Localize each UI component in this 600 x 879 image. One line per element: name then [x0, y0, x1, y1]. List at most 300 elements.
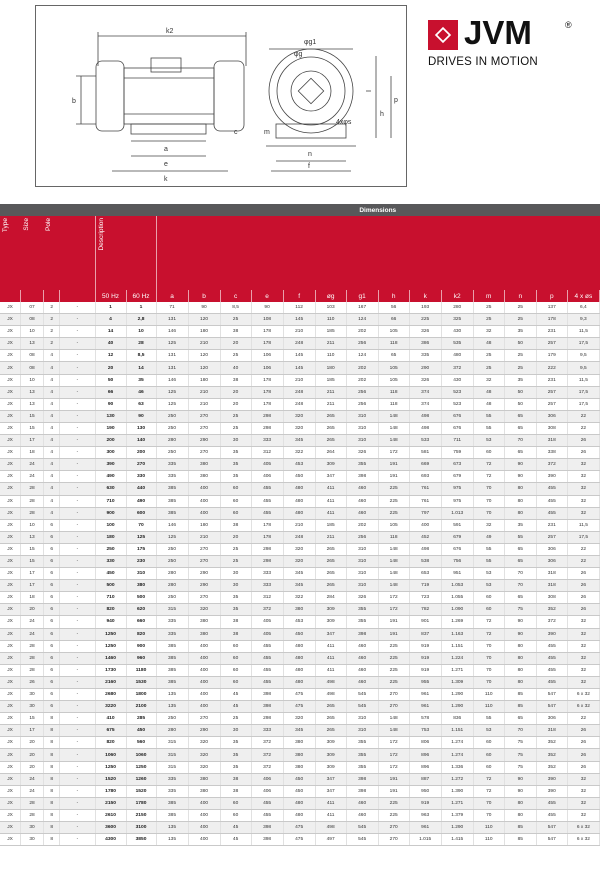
- table-cell: 1.274: [441, 737, 473, 749]
- table-cell: 32: [473, 326, 504, 338]
- table-cell: 25: [504, 314, 536, 326]
- table-cell: 65: [504, 592, 536, 604]
- table-cell: 20: [21, 604, 44, 616]
- table-cell: 35: [504, 326, 536, 338]
- table-cell: 280: [156, 435, 188, 447]
- table-cell: 450: [126, 725, 156, 737]
- table-cell: 430: [441, 374, 473, 386]
- table-cell: 17: [21, 580, 44, 592]
- table-cell: -: [60, 507, 95, 519]
- table-cell: 35: [504, 519, 536, 531]
- table-cell: 6: [43, 616, 60, 628]
- technical-drawing: [35, 5, 407, 187]
- table-cell: 310: [346, 435, 378, 447]
- table-cell: -: [60, 314, 95, 326]
- table-cell: 25: [473, 362, 504, 374]
- table-cell: 108: [251, 314, 283, 326]
- table-row: [0, 555, 600, 567]
- table-cell: 20: [220, 386, 251, 398]
- table-cell: JX: [0, 374, 21, 386]
- table-cell: 6: [43, 568, 60, 580]
- table-cell: 455: [251, 495, 283, 507]
- table-cell: 380: [188, 471, 220, 483]
- table-cell: 70: [504, 580, 536, 592]
- table-cell: 18: [21, 447, 44, 459]
- table-cell: 118: [378, 398, 409, 410]
- table-cell: 298: [251, 410, 283, 422]
- table-cell: JX: [0, 604, 21, 616]
- table-row: [0, 797, 600, 809]
- table-cell: 410: [95, 713, 126, 725]
- table-cell: 400: [188, 797, 220, 809]
- table-cell: -: [60, 640, 95, 652]
- table-cell: 17: [21, 435, 44, 447]
- table-cell: 545: [346, 834, 378, 846]
- table-cell: 1250: [126, 761, 156, 773]
- table-cell: 4: [43, 447, 60, 459]
- table-cell: 20: [21, 749, 44, 761]
- table-cell: JX: [0, 737, 21, 749]
- table-cell: 50: [504, 386, 536, 398]
- table-cell: 330: [95, 555, 126, 567]
- table-cell: 6 x 32: [567, 689, 599, 701]
- table-cell: 32: [567, 495, 599, 507]
- table-cell: 80: [504, 640, 536, 652]
- table-cell: 25: [220, 713, 251, 725]
- table-cell: 669: [409, 459, 441, 471]
- table-cell: 309: [315, 459, 346, 471]
- table-cell: 390: [536, 785, 567, 797]
- table-cell: 782: [409, 604, 441, 616]
- table-cell: 385: [156, 495, 188, 507]
- table-cell: 455: [536, 483, 567, 495]
- table-cell: 455: [251, 652, 283, 664]
- table-cell: 3850: [126, 834, 156, 846]
- table-cell: 630: [95, 483, 126, 495]
- table-cell: 256: [346, 531, 378, 543]
- table-cell: 250: [156, 555, 188, 567]
- table-cell: 191: [378, 616, 409, 628]
- table-cell: 185: [315, 374, 346, 386]
- table-cell: 191: [378, 459, 409, 471]
- table-cell: -: [60, 374, 95, 386]
- table-cell: 32: [473, 374, 504, 386]
- table-cell: 4: [43, 410, 60, 422]
- table-cell: 45: [220, 822, 251, 834]
- table-cell: 70: [473, 507, 504, 519]
- table-row: [0, 543, 600, 555]
- table-cell: 8,5: [126, 350, 156, 362]
- table-cell: 837: [409, 628, 441, 640]
- table-cell: 372: [441, 362, 473, 374]
- table-cell: 32: [567, 628, 599, 640]
- table-cell: JX: [0, 664, 21, 676]
- table-cell: 11,5: [567, 519, 599, 531]
- table-cell: 6: [43, 676, 60, 688]
- table-cell: 70: [473, 483, 504, 495]
- dim-header: m: [473, 290, 504, 302]
- dim-header: c: [220, 290, 251, 302]
- table-cell: 46: [126, 386, 156, 398]
- table-cell: 131: [156, 350, 188, 362]
- table-cell: JX: [0, 326, 21, 338]
- table-cell: 1.163: [441, 628, 473, 640]
- table-cell: 80: [504, 676, 536, 688]
- table-cell: -: [60, 580, 95, 592]
- table-cell: 545: [346, 822, 378, 834]
- table-cell: 1180: [126, 664, 156, 676]
- table-cell: 175: [126, 543, 156, 555]
- table-cell: JX: [0, 725, 21, 737]
- table-cell: 406: [251, 785, 283, 797]
- table-cell: 90: [251, 302, 283, 314]
- table-cell: 3100: [126, 822, 156, 834]
- table-cell: 270: [188, 713, 220, 725]
- table-cell: 676: [441, 410, 473, 422]
- table-cell: 35: [220, 459, 251, 471]
- table-cell: 172: [378, 761, 409, 773]
- table-cell: 4: [43, 483, 60, 495]
- table-cell: 480: [283, 797, 315, 809]
- table-cell: 676: [441, 422, 473, 434]
- table-cell: 210: [283, 374, 315, 386]
- table-cell: 1520: [95, 773, 126, 785]
- table-cell: 326: [346, 592, 378, 604]
- table-cell: 124: [346, 350, 378, 362]
- table-cell: 3220: [95, 701, 126, 713]
- table-cell: 455: [536, 809, 567, 821]
- table-cell: 30: [21, 834, 44, 846]
- table-cell: JX: [0, 676, 21, 688]
- table-cell: 753: [409, 725, 441, 737]
- table-cell: 85: [504, 701, 536, 713]
- table-cell: 400: [188, 822, 220, 834]
- table-cell: 24: [21, 616, 44, 628]
- table-cell: 248: [283, 398, 315, 410]
- table-cell: 455: [251, 640, 283, 652]
- table-cell: 4: [43, 362, 60, 374]
- table-cell: 70: [473, 676, 504, 688]
- table-cell: 28: [21, 664, 44, 676]
- table-cell: 460: [346, 483, 378, 495]
- table-cell: 70: [473, 495, 504, 507]
- table-cell: 326: [409, 326, 441, 338]
- table-cell: 80: [504, 507, 536, 519]
- table-cell: 38: [220, 628, 251, 640]
- table-cell: 100: [95, 519, 126, 531]
- table-cell: 450: [283, 628, 315, 640]
- table-cell: JX: [0, 386, 21, 398]
- table-cell: 225: [378, 809, 409, 821]
- table-cell: -: [60, 809, 95, 821]
- table-cell: 110: [473, 701, 504, 713]
- table-cell: 345: [283, 725, 315, 737]
- table-cell: 887: [409, 773, 441, 785]
- table-cell: 270: [378, 701, 409, 713]
- table-cell: 318: [536, 580, 567, 592]
- table-cell: 480: [283, 809, 315, 821]
- table-cell: 355: [346, 459, 378, 471]
- table-cell: 4: [43, 495, 60, 507]
- table-cell: 335: [156, 471, 188, 483]
- table-row: [0, 664, 600, 676]
- table-cell: -: [60, 713, 95, 725]
- table-cell: 55: [473, 713, 504, 725]
- table-cell: 28: [21, 507, 44, 519]
- col-size-header: Size: [21, 216, 44, 290]
- table-cell: 1.224: [441, 652, 473, 664]
- table-row: [0, 326, 600, 338]
- table-cell: 26: [567, 749, 599, 761]
- table-cell: 919: [409, 797, 441, 809]
- table-cell: 6: [43, 531, 60, 543]
- table-cell: 210: [188, 338, 220, 350]
- table-cell: 66: [95, 386, 126, 398]
- table-cell: 28: [21, 640, 44, 652]
- table-cell: -: [60, 398, 95, 410]
- table-cell: 265: [315, 701, 346, 713]
- table-cell: 178: [251, 398, 283, 410]
- table-cell: 60: [220, 495, 251, 507]
- table-cell: 48: [473, 398, 504, 410]
- table-cell: 6: [43, 652, 60, 664]
- table-cell: 310: [346, 713, 378, 725]
- table-cell: 211: [315, 398, 346, 410]
- table-cell: -: [60, 447, 95, 459]
- table-cell: 547: [536, 822, 567, 834]
- table-cell: 406: [251, 471, 283, 483]
- table-cell: 1060: [95, 749, 126, 761]
- table-cell: 8,5: [220, 302, 251, 314]
- table-cell: 20: [220, 531, 251, 543]
- table-cell: 10: [21, 326, 44, 338]
- table-cell: -: [60, 749, 95, 761]
- table-cell: 60: [473, 447, 504, 459]
- table-cell: 1.090: [441, 604, 473, 616]
- table-cell: 30: [220, 580, 251, 592]
- table-cell: 676: [441, 543, 473, 555]
- table-cell: -: [60, 471, 95, 483]
- table-cell: 581: [409, 447, 441, 459]
- table-cell: -: [60, 773, 95, 785]
- table-cell: 191: [378, 471, 409, 483]
- table-cell: 85: [504, 822, 536, 834]
- table-cell: 411: [315, 797, 346, 809]
- table-row: [0, 822, 600, 834]
- table-cell: 25: [504, 350, 536, 362]
- table-cell: 306: [536, 555, 567, 567]
- table-cell: JX: [0, 785, 21, 797]
- dim-header: k: [409, 290, 441, 302]
- table-cell: 35: [504, 374, 536, 386]
- table-cell: 320: [188, 604, 220, 616]
- table-cell: 45: [220, 689, 251, 701]
- table-cell: 390: [536, 471, 567, 483]
- table-cell: 75: [504, 761, 536, 773]
- table-cell: 70: [473, 797, 504, 809]
- table-cell: 309: [315, 616, 346, 628]
- table-cell: -: [60, 519, 95, 531]
- table-cell: 820: [95, 604, 126, 616]
- table-cell: 65: [504, 543, 536, 555]
- table-cell: 723: [409, 592, 441, 604]
- table-row: [0, 531, 600, 543]
- table-cell: 145: [283, 350, 315, 362]
- table-cell: JX: [0, 652, 21, 664]
- table-cell: 455: [536, 664, 567, 676]
- table-cell: 60: [220, 676, 251, 688]
- table-cell: 180: [188, 326, 220, 338]
- table-cell: 8: [43, 809, 60, 821]
- table-cell: 398: [346, 471, 378, 483]
- table-cell: 578: [409, 713, 441, 725]
- table-cell: JX: [0, 495, 21, 507]
- table-cell: 30: [220, 568, 251, 580]
- table-cell: 315: [156, 761, 188, 773]
- table-cell: 560: [126, 737, 156, 749]
- table-cell: 135: [156, 701, 188, 713]
- label-g1: φg1: [304, 39, 317, 46]
- table-cell: 35: [220, 447, 251, 459]
- table-cell: 118: [378, 531, 409, 543]
- table-cell: 455: [536, 507, 567, 519]
- table-cell: 2100: [126, 701, 156, 713]
- table-row: [0, 435, 600, 447]
- label-s: 4xφs: [336, 119, 352, 126]
- table-cell: 400: [188, 507, 220, 519]
- table-cell: 372: [251, 761, 283, 773]
- table-cell: 398: [251, 701, 283, 713]
- label-a: a: [164, 146, 168, 153]
- table-cell: 1250: [95, 640, 126, 652]
- table-cell: -: [60, 459, 95, 471]
- table-cell: 80: [504, 495, 536, 507]
- table-cell: 312: [251, 447, 283, 459]
- table-cell: 480: [283, 483, 315, 495]
- table-cell: 70: [473, 640, 504, 652]
- table-cell: 24: [21, 459, 44, 471]
- table-cell: 896: [409, 761, 441, 773]
- table-cell: 961: [409, 701, 441, 713]
- table-cell: 270: [188, 447, 220, 459]
- table-cell: 372: [251, 604, 283, 616]
- table-cell: 26: [567, 568, 599, 580]
- table-cell: 320: [283, 422, 315, 434]
- table-cell: 08: [21, 362, 44, 374]
- table-cell: 950: [409, 785, 441, 797]
- table-cell: 759: [441, 447, 473, 459]
- label-n: n: [308, 151, 312, 158]
- table-cell: 290: [188, 435, 220, 447]
- table-cell: JX: [0, 616, 21, 628]
- table-row: [0, 773, 600, 785]
- table-cell: JX: [0, 302, 21, 314]
- table-cell: 148: [378, 422, 409, 434]
- table-cell: 32: [567, 507, 599, 519]
- table-cell: 6,4: [567, 302, 599, 314]
- table-cell: 300: [95, 447, 126, 459]
- table-cell: 25: [473, 302, 504, 314]
- label-f: f: [308, 163, 310, 170]
- table-cell: 675: [95, 725, 126, 737]
- table-cell: 309: [315, 604, 346, 616]
- table-cell: 250: [95, 543, 126, 555]
- col-description-header: Description: [95, 216, 156, 290]
- table-cell: 257: [536, 386, 567, 398]
- table-cell: 72: [473, 459, 504, 471]
- table-cell: 70: [473, 652, 504, 664]
- table-cell: 325: [441, 314, 473, 326]
- table-cell: 380: [188, 773, 220, 785]
- table-cell: 2160: [95, 676, 126, 688]
- table-cell: 405: [251, 628, 283, 640]
- table-row: [0, 362, 600, 374]
- table-cell: 455: [536, 652, 567, 664]
- table-cell: 411: [315, 640, 346, 652]
- table-cell: 806: [409, 737, 441, 749]
- table-cell: 70: [504, 568, 536, 580]
- table-cell: 14: [95, 326, 126, 338]
- table-cell: 398: [251, 834, 283, 846]
- table-cell: 60: [473, 761, 504, 773]
- table-cell: 460: [346, 797, 378, 809]
- table-cell: 710: [95, 495, 126, 507]
- table-cell: 333: [251, 435, 283, 447]
- table-cell: JX: [0, 761, 21, 773]
- table-cell: 185: [315, 326, 346, 338]
- table-cell: 8: [43, 749, 60, 761]
- table-cell: -: [60, 543, 95, 555]
- table-row: [0, 374, 600, 386]
- table-cell: 1.151: [441, 725, 473, 737]
- table-cell: 250: [156, 713, 188, 725]
- table-cell: 1060: [126, 749, 156, 761]
- table-cell: 498: [409, 422, 441, 434]
- table-cell: 118: [378, 386, 409, 398]
- table-cell: JX: [0, 689, 21, 701]
- table-cell: 547: [536, 689, 567, 701]
- table-cell: 270: [378, 822, 409, 834]
- table-row: [0, 386, 600, 398]
- table-cell: 202: [346, 519, 378, 531]
- table-cell: 280: [156, 568, 188, 580]
- table-cell: 1.390: [441, 785, 473, 797]
- table-cell: 385: [156, 676, 188, 688]
- table-cell: 70: [504, 435, 536, 447]
- table-cell: 298: [251, 422, 283, 434]
- table-cell: JX: [0, 543, 21, 555]
- table-row: [0, 689, 600, 701]
- table-cell: 460: [346, 507, 378, 519]
- table-cell: 8: [43, 834, 60, 846]
- table-cell: 455: [251, 676, 283, 688]
- table-cell: 4: [43, 435, 60, 447]
- label-b: b: [72, 98, 76, 105]
- table-cell: 26: [567, 761, 599, 773]
- table-cell: 180: [315, 362, 346, 374]
- table-cell: 30: [220, 725, 251, 737]
- table-cell: 231: [536, 326, 567, 338]
- table-cell: 270: [188, 592, 220, 604]
- table-row: [0, 676, 600, 688]
- table-cell: 15: [21, 543, 44, 555]
- table-cell: 538: [409, 555, 441, 567]
- table-cell: 30: [220, 435, 251, 447]
- table-cell: 30: [21, 822, 44, 834]
- table-cell: 13: [21, 386, 44, 398]
- table-cell: 6: [43, 640, 60, 652]
- table-cell: 85: [504, 689, 536, 701]
